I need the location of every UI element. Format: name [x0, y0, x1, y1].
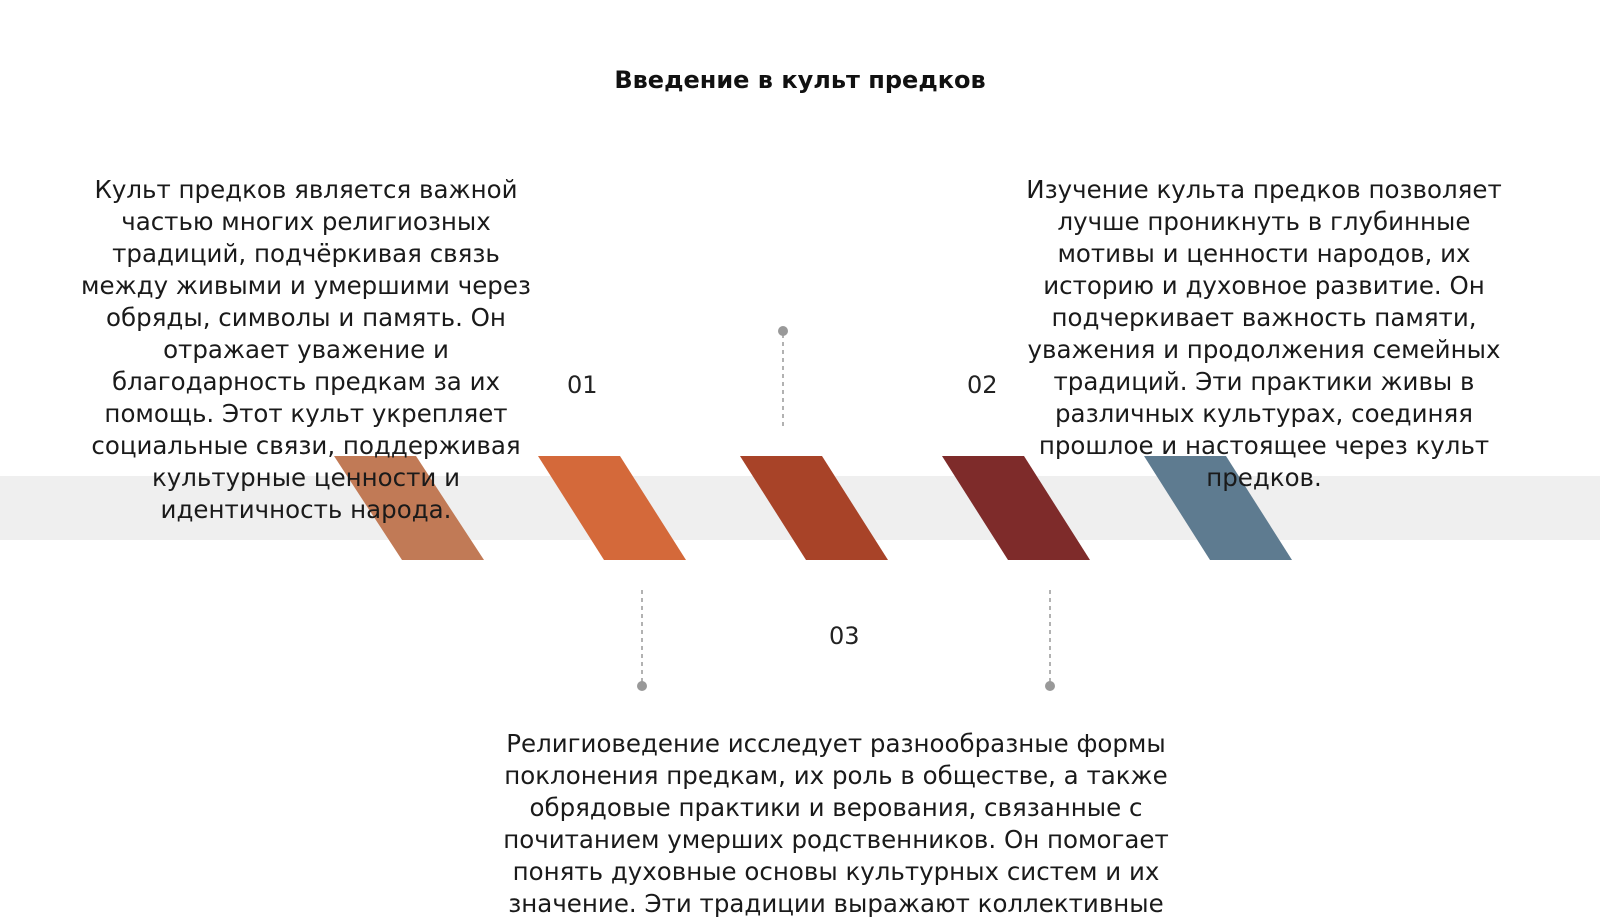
step-text-1: Культ предков является важной частью многих религиозных традиций, подчёркивая связь между живыми и умершими через обряды, символы и память. Он отражает уважение и благодарность предкам за их помощь. Этот культ укрепляет социальные связи, поддерживая культурные ценности и идентичность народа.: [81, 175, 531, 524]
connector-dot-bottom-right: [1045, 681, 1055, 691]
slide-title: Введение в культ предков: [614, 66, 986, 94]
connector-dot-bottom-left: [637, 681, 647, 691]
connector-dot-top: [778, 326, 788, 336]
step-text-3: Религиоведение исследует разнообразные формы поклонения предкам, их роль в обществе, а также обрядовые практики и верования, связанные с почитанием умерших родственников. Он помогает понять духовные основы культурных систем и их значение. Эти традиции выражают коллективные: [503, 729, 1169, 918]
step-text-2: Изучение культа предков позволяет лучше проникнуть в глубинные мотивы и ценности народов, их историю и духовное развитие. Он подчеркивает важность памяти, уважения и продолжения семейных традиций. Эти практики живы в различных культурах, соединяя прошлое и настоящее через культ предков.: [1026, 175, 1502, 492]
arrow-segment-3: [740, 456, 888, 560]
step-number-2: 02: [967, 371, 998, 399]
step-number-3: 03: [829, 622, 860, 650]
step-number-1: 01: [567, 371, 598, 399]
arrow-segment-2: [538, 456, 686, 560]
